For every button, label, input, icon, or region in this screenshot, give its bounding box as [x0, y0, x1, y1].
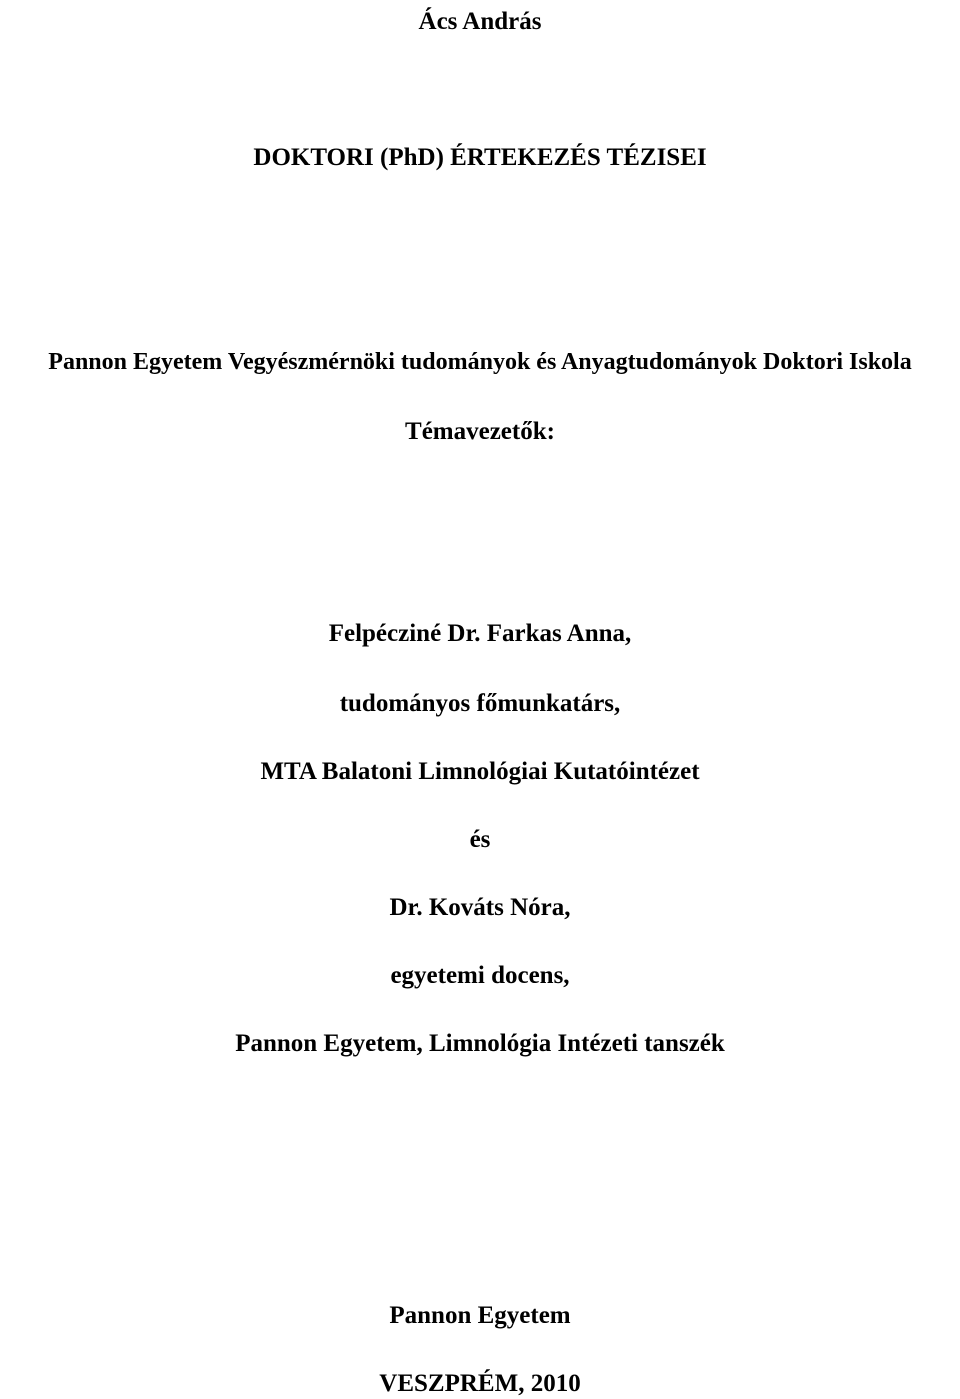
conjunction: és	[469, 826, 491, 853]
supervisor-1-role: tudományos főmunkatárs,	[339, 690, 621, 717]
author-name: Ács András	[418, 8, 542, 35]
supervisor-1-institution: MTA Balatoni Limnológiai Kutatóintézet	[260, 758, 700, 785]
doctoral-school: Pannon Egyetem Vegyészmérnöki tudományok és Anyagtudományok Doktori Iskola	[48, 349, 912, 375]
supervisors-label: Témavezetők:	[405, 418, 555, 445]
supervisor-1-name: Felpécziné Dr. Farkas Anna,	[328, 620, 632, 647]
document-title: DOKTORI (PhD) ÉRTEKEZÉS TÉZISEI	[253, 144, 707, 171]
supervisor-2-role: egyetemi docens,	[390, 962, 570, 989]
supervisor-2-institution: Pannon Egyetem, Limnológia Intézeti tanszék	[235, 1030, 725, 1057]
footer-place-year: VESZPRÉM, 2010	[379, 1370, 581, 1397]
footer-university: Pannon Egyetem	[389, 1302, 571, 1329]
supervisor-2-name: Dr. Kováts Nóra,	[389, 894, 571, 921]
